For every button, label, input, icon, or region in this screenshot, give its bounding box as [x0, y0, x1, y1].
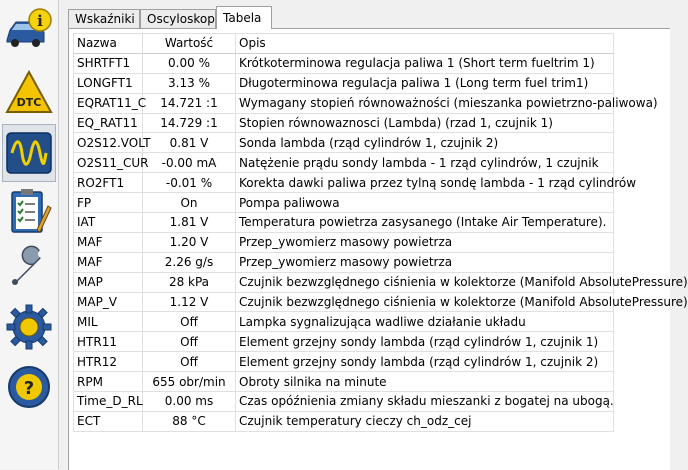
steering-help-icon	[4, 362, 54, 412]
cell-description: Czujnik temperatury cieczy ch_odz_cej	[236, 411, 614, 431]
column-header-name[interactable]: Nazwa	[74, 34, 143, 54]
table-row[interactable]	[74, 93, 614, 113]
cell-name: IAT	[74, 213, 143, 233]
sidebar-item-oscilloscope[interactable]	[2, 124, 56, 182]
table-row[interactable]	[74, 213, 614, 233]
car-info-icon	[4, 6, 54, 56]
cell-description: Natężenie prądu sondy lambda - 1 rząd cylindrów, 1 czujnik	[236, 153, 614, 173]
cell-value: Off	[143, 312, 236, 332]
cell-value: 28 kPa	[143, 272, 236, 292]
table-row[interactable]	[74, 252, 614, 272]
cell-value: 0.00 %	[143, 53, 236, 73]
cell-value: -0.00 mA	[143, 153, 236, 173]
cell-name: RPM	[74, 372, 143, 392]
cell-description: Przep_ywomierz masowy powietrza	[236, 232, 614, 252]
cell-name: MAF	[74, 232, 143, 252]
table-row[interactable]	[74, 53, 614, 73]
table-row[interactable]	[74, 193, 614, 213]
cell-description: Element grzejny sondy lambda (rząd cylindrów 1, czujnik 2)	[236, 352, 614, 372]
column-header-desc[interactable]: Opis	[236, 34, 614, 54]
sidebar-item-checklist[interactable]	[2, 182, 56, 240]
cell-value: 14.721 :1	[143, 93, 236, 113]
cell-value: 14.729 :1	[143, 113, 236, 133]
cell-value: 3.13 %	[143, 73, 236, 93]
cell-description: Czas opóźnienia zmiany składu mieszanki z bogatej na ubogą.	[236, 392, 614, 412]
gear-settings-icon	[4, 302, 54, 352]
cell-value: On	[143, 193, 236, 213]
cell-name: EQRAT11_C	[74, 93, 143, 113]
cell-name: MAP_V	[74, 292, 143, 312]
cell-description: Krótkoterminowa regulacja paliwa 1 (Short term fueltrim 1)	[236, 53, 614, 73]
cell-description: Czujnik bezwzględnego ciśnienia w kolektorze (Manifold AbsolutePressure)	[236, 292, 614, 312]
svg-text:i: i	[37, 12, 43, 30]
table-row[interactable]	[74, 73, 614, 93]
table-row[interactable]	[74, 312, 614, 332]
cell-value: 1.12 V	[143, 292, 236, 312]
cell-name: RO2FT1	[74, 173, 143, 193]
table-header-row	[74, 34, 614, 54]
cell-description: Przep_ywomierz masowy powietrza	[236, 252, 614, 272]
cell-name: HTR12	[74, 352, 143, 372]
cell-description: Długoterminowa regulacja paliwa 1 (Long term fuel trim1)	[236, 73, 614, 93]
cell-description: Pompa paliwowa	[236, 193, 614, 213]
table-panel	[68, 28, 688, 470]
cell-value: 1.81 V	[143, 213, 236, 233]
table-row[interactable]	[74, 272, 614, 292]
cell-value: 655 obr/min	[143, 372, 236, 392]
cell-name: SHRTFT1	[74, 53, 143, 73]
cell-name: Time_D_RL	[74, 392, 143, 412]
tab-wskazniki[interactable]: Wskaźniki	[68, 9, 140, 28]
sidebar-item-vehicle-info[interactable]	[2, 2, 56, 60]
cell-name: ECT	[74, 411, 143, 431]
cell-value: 88 °C	[143, 411, 236, 431]
cell-description: Element grzejny sondy lambda (rząd cylindrów 1, czujnik 1)	[236, 332, 614, 352]
table-row[interactable]	[74, 372, 614, 392]
cell-value: 0.00 ms	[143, 392, 236, 412]
parameters-table	[73, 33, 688, 432]
tab-oscyloskop[interactable]: Oscyloskop	[140, 9, 216, 28]
dtc-label: DTC	[16, 96, 42, 109]
cell-description: Obroty silnika na minute	[236, 372, 614, 392]
cell-description: Lampka sygnalizująca wadliwe działanie układu	[236, 312, 614, 332]
table-row[interactable]	[74, 332, 614, 352]
cell-name: HTR11	[74, 332, 143, 352]
table-row[interactable]	[74, 153, 614, 173]
cell-name: EQ_RAT11	[74, 113, 143, 133]
oscilloscope-wave-icon	[4, 128, 54, 178]
tab-tabela[interactable]: Tabela	[216, 6, 272, 29]
table-row[interactable]	[74, 392, 614, 412]
sidebar-item-settings[interactable]	[2, 298, 56, 356]
cell-value: 0.81 V	[143, 133, 236, 153]
cell-value: 1.20 V	[143, 232, 236, 252]
cell-description: Wymagany stopień równoważności (mieszanka powietrzno-paliwowa)	[236, 93, 614, 113]
cell-name: MAF	[74, 252, 143, 272]
cell-name: FP	[74, 193, 143, 213]
cell-name: O2S12.VOLT	[74, 133, 143, 153]
cell-name: MIL	[74, 312, 143, 332]
svg-text:?: ?	[23, 378, 35, 399]
cell-value: 2.26 g/s	[143, 252, 236, 272]
dtc-warning-icon	[4, 68, 54, 118]
cell-name: LONGFT1	[74, 73, 143, 93]
cell-value: Off	[143, 352, 236, 372]
cell-description: Czujnik bezwzględnego ciśnienia w kolektorze (Manifold AbsolutePressure)	[236, 272, 614, 292]
sidebar-item-dtc[interactable]	[2, 64, 56, 122]
table-row[interactable]	[74, 173, 614, 193]
table-row[interactable]	[74, 133, 614, 153]
cell-description: Korekta dawki paliwa przez tylną sondę lambda - 1 rząd cylindrów	[236, 173, 614, 193]
clipboard-checklist-icon	[4, 186, 54, 236]
cell-value: Off	[143, 332, 236, 352]
wrench-icon	[4, 242, 54, 292]
cell-value: -0.01 %	[143, 173, 236, 193]
table-row[interactable]	[74, 292, 614, 312]
cell-name: O2S11_CUR	[74, 153, 143, 173]
sidebar	[0, 0, 59, 469]
cell-name: MAP	[74, 272, 143, 292]
cell-description: Stopien równowaznosci (Lambda) (rzad 1, czujnik 1)	[236, 113, 614, 133]
sidebar-item-help[interactable]	[2, 358, 56, 416]
table-row[interactable]	[74, 411, 614, 431]
sidebar-item-tools[interactable]	[2, 238, 56, 296]
cell-description: Sonda lambda (rząd cylindrów 1, czujnik 2)	[236, 133, 614, 153]
cell-description: Temperatura powietrza zasysanego (Intake Air Temperature).	[236, 213, 614, 233]
table-row[interactable]	[74, 352, 614, 372]
column-header-value[interactable]: Wartość	[143, 34, 236, 54]
table-row[interactable]	[74, 232, 614, 252]
table-row[interactable]	[74, 113, 614, 133]
